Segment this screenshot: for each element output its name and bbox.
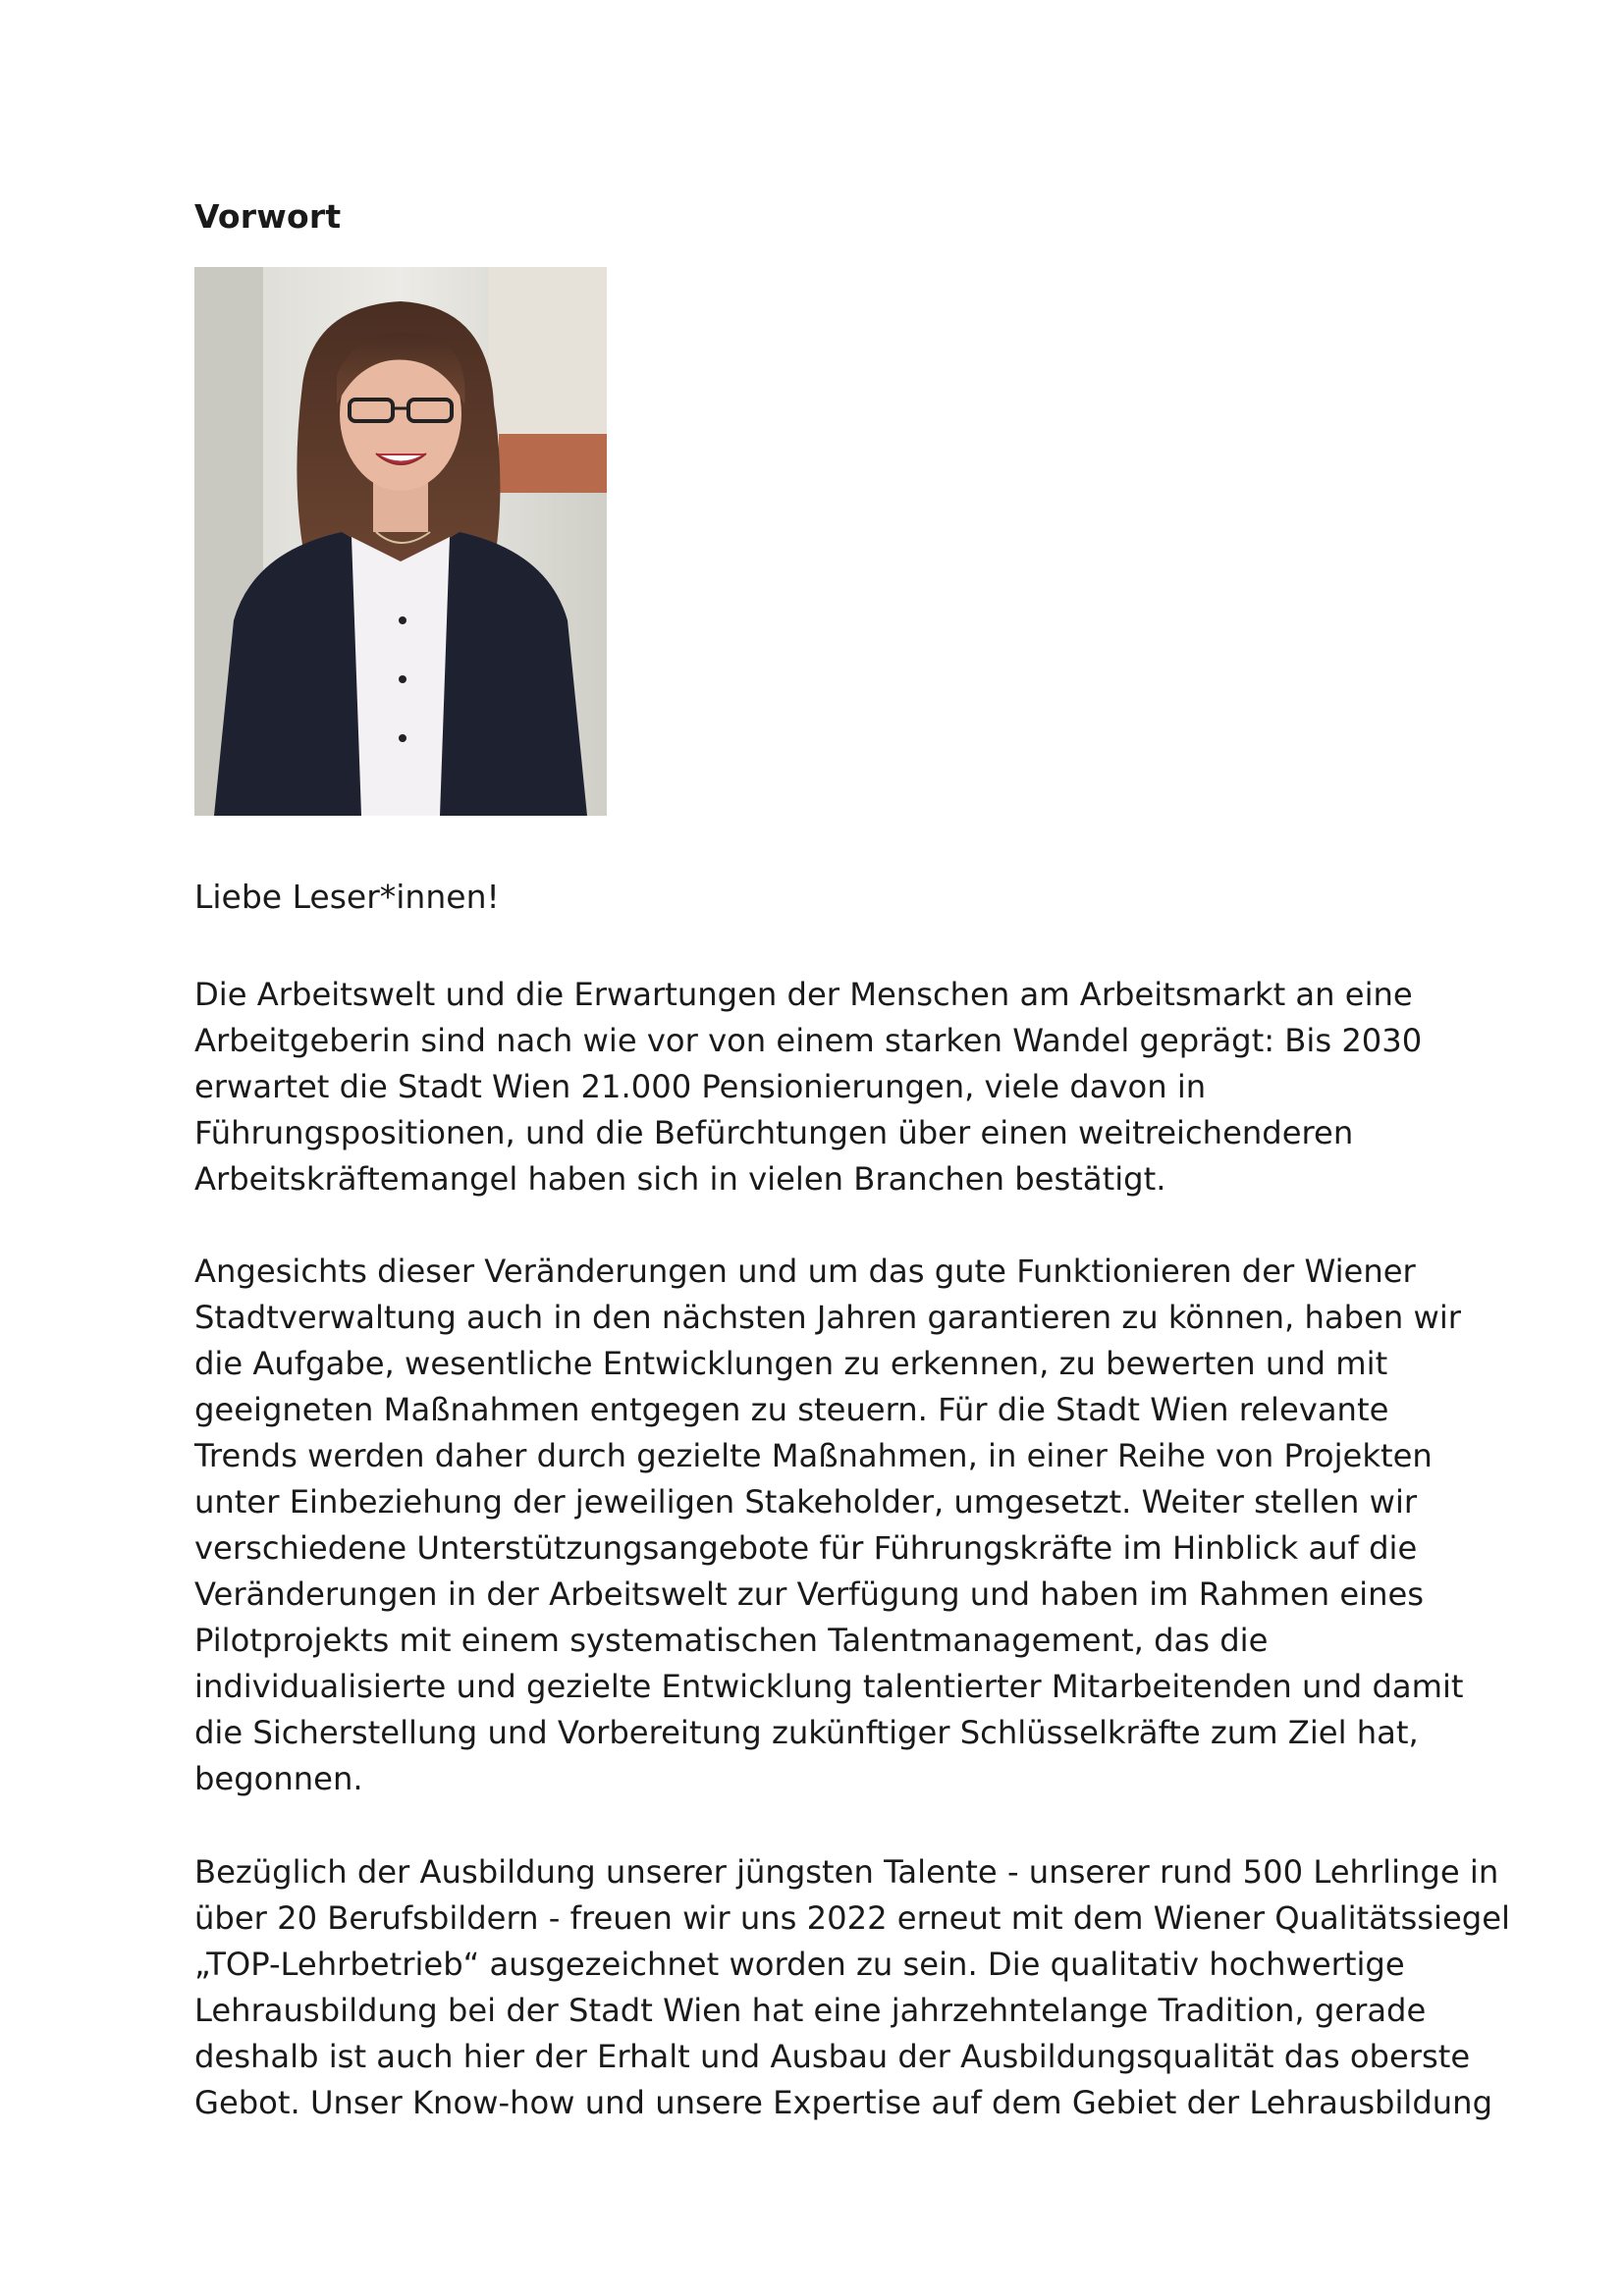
text-line: Trends werden daher durch gezielte Maßnahmen, in einer Reihe von Projekten <box>194 1437 1433 1474</box>
text-line: individualisierte und gezielte Entwicklung talentierter Mitarbeitenden und damit <box>194 1668 1464 1705</box>
text-line: Lehrausbildung bei der Stadt Wien hat eine jahrzehntelange Tradition, gerade <box>194 1992 1427 2029</box>
paragraph-3 <box>194 1849 1510 2126</box>
paragraph-2 <box>194 1249 1464 1802</box>
text-line: geeigneten Maßnahmen entgegen zu steuern. Für die Stadt Wien relevante <box>194 1391 1389 1428</box>
text-line: unter Einbeziehung der jeweiligen Stakeholder, umgesetzt. Weiter stellen wir <box>194 1483 1418 1521</box>
page-title: Vorwort <box>194 197 342 236</box>
text-line: „TOP-Lehrbetrieb“ ausgezeichnet worden zu sein. Die qualitativ hochwertige <box>194 1946 1405 1983</box>
paragraph-1 <box>194 972 1422 1202</box>
text-line: Gebot. Unser Know-how und unsere Expertise auf dem Gebiet der Lehrausbildung <box>194 2084 1493 2121</box>
text-line: Arbeitgeberin sind nach wie vor von einem starken Wandel geprägt: Bis 2030 <box>194 1022 1423 1059</box>
text-line: Stadtverwaltung auch in den nächsten Jahren garantieren zu können, haben wir <box>194 1299 1462 1336</box>
salutation: Liebe Leser*innen! <box>194 878 500 916</box>
text-line: Die Arbeitswelt und die Erwartungen der Menschen am Arbeitsmarkt an eine <box>194 976 1413 1013</box>
text-line: Veränderungen in der Arbeitswelt zur Verfügung und haben im Rahmen eines <box>194 1575 1425 1613</box>
portrait-photo <box>194 267 607 816</box>
text-line: Arbeitskräftemangel haben sich in vielen Branchen bestätigt. <box>194 1160 1166 1198</box>
text-line: Bezüglich der Ausbildung unserer jüngsten Talente - unserer rund 500 Lehrlinge in <box>194 1853 1499 1891</box>
text-line: deshalb ist auch hier der Erhalt und Ausbau der Ausbildungsqualität das oberste <box>194 2038 1471 2075</box>
text-line: begonnen. <box>194 1760 363 1797</box>
text-line: die Aufgabe, wesentliche Entwicklungen zu erkennen, zu bewerten und mit <box>194 1345 1388 1382</box>
text-line: verschiedene Unterstützungsangebote für Führungskräfte im Hinblick auf die <box>194 1529 1418 1567</box>
text-line: über 20 Berufsbildern - freuen wir uns 2022 erneut mit dem Wiener Qualitätssiegel <box>194 1899 1510 1937</box>
text-line: erwartet die Stadt Wien 21.000 Pensionierungen, viele davon in <box>194 1068 1207 1105</box>
text-line: Führungspositionen, und die Befürchtungen über einen weitreichenderen <box>194 1114 1354 1151</box>
text-line: Angesichts dieser Veränderungen und um das gute Funktionieren der Wiener <box>194 1253 1416 1290</box>
text-line: Pilotprojekts mit einem systematischen Talentmanagement, das die <box>194 1622 1269 1659</box>
text-line: die Sicherstellung und Vorbereitung zukünftiger Schlüsselkräfte zum Ziel hat, <box>194 1714 1419 1751</box>
